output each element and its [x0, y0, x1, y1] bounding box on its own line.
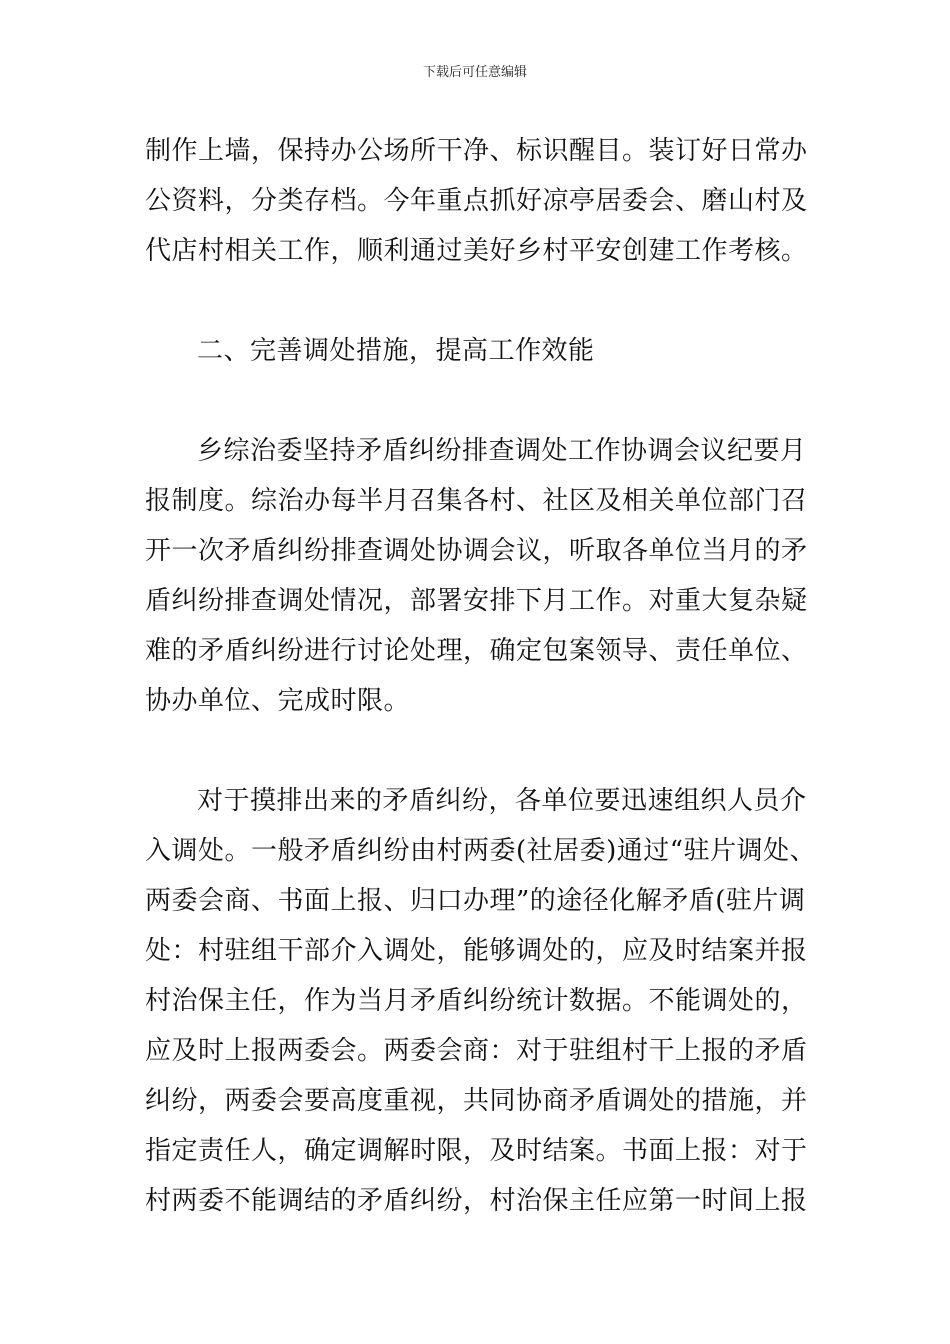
- paragraph: [145, 426, 815, 726]
- text-line: 应及时上报两委会。两委会商：对于驻组村干上报的矛盾: [145, 1036, 808, 1066]
- text-line: 村两委不能调结的矛盾纠纷，村治保主任应第一时间上报: [145, 1186, 808, 1216]
- document-body: [145, 126, 815, 1226]
- text-line: 两委会商、书面上报、归口办理”的途径化解矛盾(驻片调: [145, 886, 806, 916]
- paragraph: [145, 776, 815, 1226]
- text-line: 协办单位、完成时限。: [145, 686, 411, 716]
- text-line: 对于摸排出来的矛盾纠纷，各单位要迅速组织人员介: [197, 786, 807, 816]
- text-line: 乡综治委坚持矛盾纠纷排查调处工作协调会议纪要月: [197, 436, 807, 466]
- text-line: 代店村相关工作，顺利通过美好乡村平安创建工作考核。: [145, 236, 808, 266]
- paragraph-continuation: [145, 126, 815, 276]
- text-line: 村治保主任，作为当月矛盾纠纷统计数据。不能调处的，: [145, 986, 808, 1016]
- text-line: 公资料，分类存档。今年重点抓好凉亭居委会、磨山村及: [145, 186, 808, 216]
- section-heading-text: 二、完善调处措施，提高工作效能: [197, 336, 595, 366]
- page-header: 下载后可任意编辑: [422, 65, 527, 80]
- text-line: 报制度。综治办每半月召集各村、社区及相关单位部门召: [145, 486, 808, 516]
- text-line: 开一次矛盾纠纷排查调处协调会议，听取各单位当月的矛: [145, 536, 808, 566]
- section-heading: [145, 326, 815, 376]
- text-line: 指定责任人，确定调解时限，及时结案。书面上报：对于: [145, 1136, 808, 1166]
- text-line: 处：村驻组干部介入调处，能够调处的，应及时结案并报: [145, 936, 808, 966]
- text-line: 制作上墙，保持办公场所干净、标识醒目。装订好日常办: [145, 136, 808, 166]
- text-line: 难的矛盾纠纷进行讨论处理，确定包案领导、责任单位、: [145, 636, 808, 666]
- text-line: 纠纷，两委会要高度重视，共同协商矛盾调处的措施，并: [145, 1086, 808, 1116]
- text-line: 入调处。一般矛盾纠纷由村两委(社居委)通过“驻片调处、: [145, 836, 817, 866]
- text-line: 盾纠纷排查调处情况，部署安排下月工作。对重大复杂疑: [145, 586, 808, 616]
